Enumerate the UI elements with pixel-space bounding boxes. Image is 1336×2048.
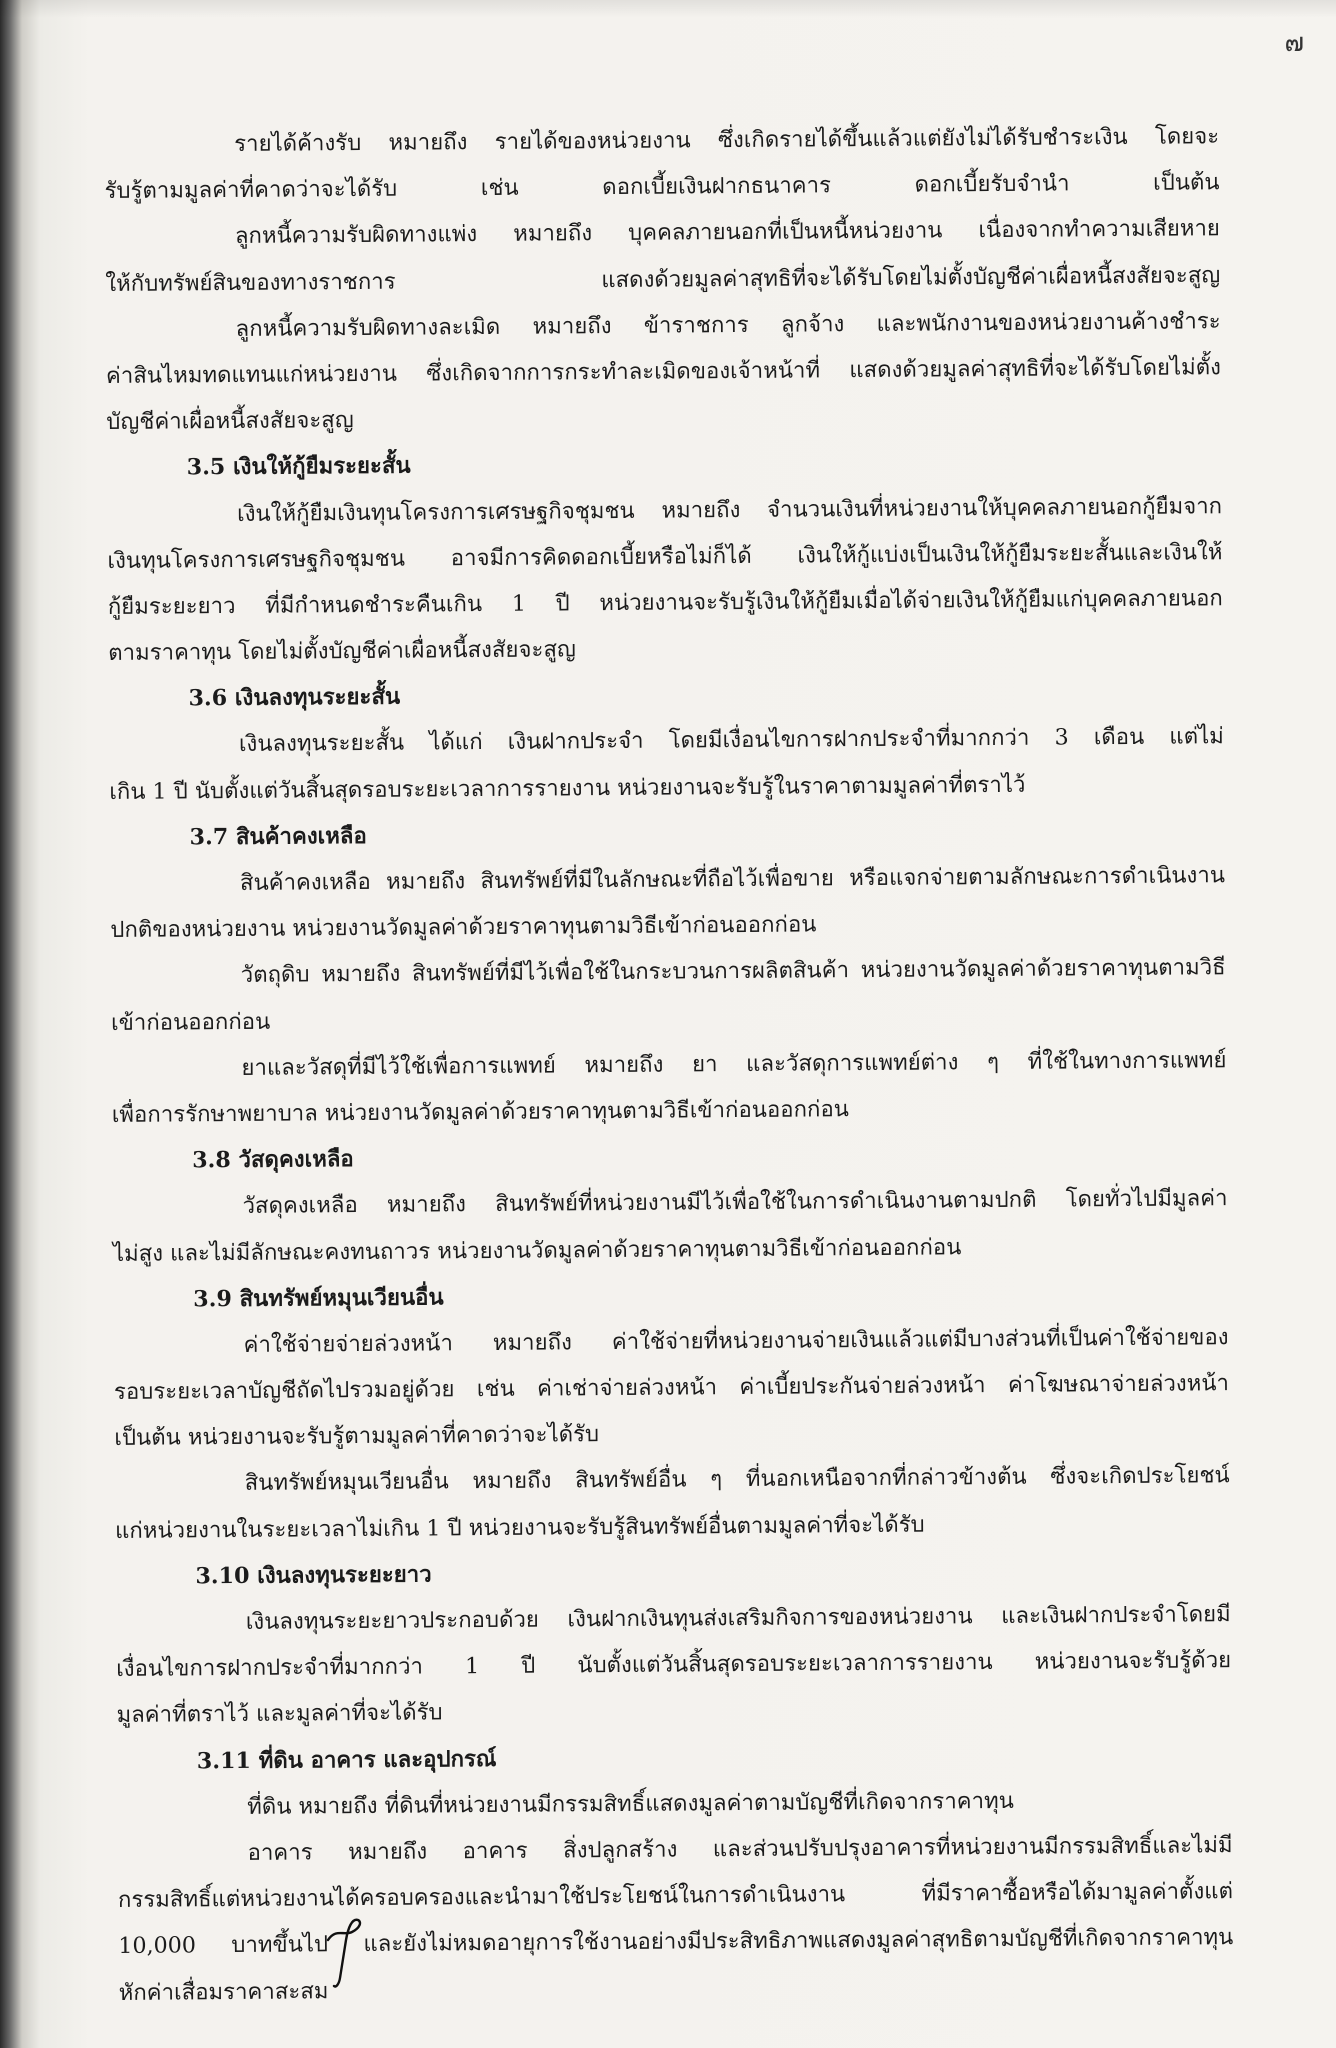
section-heading: 3.5 เงินให้กู้ยืมระยะสั้น: [186, 452, 411, 481]
paragraph-line: กรรมสิทธิ์แต่หน่วยงานได้ครอบครองและนำมาใช้ประโยชน์ในการดำเนินงาน ที่มีราคาซื้อหรือได้มามูลค่าตั้งแต่: [117, 1878, 1234, 1914]
paragraph-line: ปกติของหน่วยงาน หน่วยงานวัดมูลค่าด้วยราคาทุนตามวิธีเข้าก่อนออกก่อน: [110, 911, 817, 944]
paragraph-line: วัตถุดิบ หมายถึง สินทรัพย์ที่มีไว้เพื่อใช้ในกระบวนการผลิตสินค้า หน่วยงานวัดมูลค่าด้วยราคาทุนตามวิธี: [240, 954, 1226, 989]
paragraph-line: รายได้ค้างรับ หมายถึง รายได้ของหน่วยงาน ซึ่งเกิดรายได้ขึ้นแล้วแต่ยังไม่ได้รับชำระเงิน โดยจะ: [234, 123, 1220, 157]
paragraph-line: เงินทุนโครงการเศรษฐกิจชุมชน อาจมีการคิดดอกเบี้ยหรือไม่ก็ได้ เงินให้กู้แบ่งเป็นเงินให้กู้ยืมระยะสั้นและเงินให้: [107, 538, 1223, 574]
paragraph-line: เงินลงทุนระยะสั้น ได้แก่ เงินฝากประจำ โดยมีเงื่อนไขการฝากประจำที่มากกว่า 3 เดือน แต่ไม่: [238, 723, 1224, 758]
page-number: ๗: [1284, 28, 1304, 58]
scan-shadow: [0, 0, 1336, 18]
paragraph-line: ลูกหนี้ความรับผิดทางละเมิด หมายถึง ข้าราชการ ลูกจ้าง และพนักงานของหน่วยงานค้างชำระ: [235, 307, 1221, 342]
paragraph-line: อาคาร หมายถึง อาคาร สิ่งปลูกสร้าง และส่วนปรับปรุงอาคารที่หน่วยงานมีกรรมสิทธิ์และไม่มี: [247, 1832, 1233, 1866]
paragraph-line: หักค่าเสื่อมราคาสะสม: [118, 1977, 329, 2006]
section-heading: 3.7 สินค้าคงเหลือ: [189, 822, 367, 851]
paragraph-line: ที่ดิน หมายถึง ที่ดินที่หน่วยงานมีกรรมสิทธิ์แสดงมูลค่าตามบัญชีที่เกิดจากราคาทุน: [247, 1787, 1014, 1820]
paragraph-line: รับรู้ตามมูลค่าที่คาดว่าจะได้รับ เช่น ดอกเบี้ยเงินฝากธนาคาร ดอกเบี้ยรับจำนำ เป็นต้น: [104, 169, 1220, 205]
paragraph-line: วัสดุคงเหลือ หมายถึง สินทรัพย์ที่หน่วยงานมีไว้เพื่อใช้ในการดำเนินงานตามปกติ โดยทั่วไปมีมูลค่า: [242, 1185, 1228, 1220]
paragraph-line: เพื่อการรักษาพยาบาล หน่วยงานวัดมูลค่าด้วยราคาทุนตามวิธีเข้าก่อนออกก่อน: [111, 1096, 850, 1128]
paragraph-line: บัญชีค่าเผื่อหนี้สงสัยจะสูญ: [106, 407, 354, 436]
paragraph-line: เงื่อนไขการฝากประจำที่มากกว่า 1 ปี นับตั้งแต่วันสิ้นสุดรอบระยะเวลาการรายงาน หน่วยงานจะรับรู้ด้วย: [116, 1647, 1232, 1683]
paragraph-line: ค่าใช้จ่ายจ่ายล่วงหน้า หมายถึง ค่าใช้จ่ายที่หน่วยงานจ่ายเงินแล้วแต่มีบางส่วนที่เป็นค่าใช้จ่ายของ: [243, 1324, 1229, 1358]
section-heading: 3.10 เงินลงทุนระยะยาว: [195, 1561, 432, 1590]
paragraph-line: เกิน 1 ปี นับตั้งแต่วันสิ้นสุดรอบระยะเวลาการรายงาน หน่วยงานจะรับรู้ในราคาตามมูลค่าที่ตราไว้: [109, 771, 1026, 805]
document-body: [104, 113, 1234, 2015]
paragraph-line: เข้าก่อนออกก่อน: [110, 1008, 271, 1036]
paragraph-line: 10,000 บาทขึ้นไป และยังไม่หมดอายุการใช้งานอย่างมีประสิทธิภาพแสดงมูลค่าสุทธิตามบัญชีที่เกิดจากราคาทุน: [118, 1924, 1234, 1960]
paragraph-line: สินทรัพย์หมุนเวียนอื่น หมายถึง สินทรัพย์อื่น ๆ ที่นอกเหนือจากที่กล่าวข้างต้น ซึ่งจะเกิดประโยชน์: [244, 1462, 1230, 1497]
paragraph-line: แก่หน่วยงานในระยะเวลาไม่เกิน 1 ปี หน่วยงานจะรับรู้สินทรัพย์อื่นตามมูลค่าที่จะได้รับ: [114, 1511, 925, 1544]
paragraph-line: สินค้าคงเหลือ หมายถึง สินทรัพย์ที่มีในลักษณะที่ถือไว้เพื่อขาย หรือแจกจ่ายตามลักษณะการดำเนินงาน: [239, 862, 1226, 896]
section-heading: 3.8 วัสดุคงเหลือ: [192, 1146, 354, 1174]
paragraph-line: เงินลงทุนระยะยาวประกอบด้วย เงินฝากเงินทุนส่งเสริมกิจการของหน่วยงาน และเงินฝากประจำโดยมี: [245, 1601, 1231, 1635]
paragraph-line: ลูกหนี้ความรับผิดทางแพ่ง หมายถึง บุคคลภายนอกที่เป็นหนี้หน่วยงาน เนื่องจากทำความเสียหาย: [234, 215, 1220, 250]
paragraph-line: เงินให้กู้ยืมเงินทุนโครงการเศรษฐกิจชุมชน หมายถึง จำนวนเงินที่หน่วยงานให้บุคคลภายนอกกู้ยืมจาก: [236, 492, 1223, 527]
handwritten-initial-icon: [322, 1918, 376, 1990]
paragraph-line: ค่าสินไหมทดแทนแก่หน่วยงาน ซึ่งเกิดจากการกระทำละเมิดของเจ้าหน้าที่ แสดงด้วยมูลค่าสุทธิที่จะได้รับโดยไม่ตั้ง: [105, 354, 1222, 389]
paragraph-line: ตามราคาทุน โดยไม่ตั้งบัญชีค่าเผื่อหนี้สงสัยจะสูญ: [108, 636, 576, 667]
paragraph-line: ยาและวัสดุที่มีไว้ใช้เพื่อการแพทย์ หมายถึง ยา และวัสดุการแพทย์ต่าง ๆ ที่ใช้ในทางการแพทย์: [241, 1046, 1227, 1081]
paragraph-line: รอบระยะเวลาบัญชีถัดไปรวมอยู่ด้วย เช่น ค่าเช่าจ่ายล่วงหน้า ค่าเบี้ยประกันจ่ายล่วงหน้า ค่าโฆษณาจ่ายล่วงหน้า: [113, 1370, 1230, 1406]
section-heading: 3.9 สินทรัพย์หมุนเวียนอื่น: [193, 1284, 444, 1313]
paragraph-line: มูลค่าที่ตราไว้ และมูลค่าที่จะได้รับ: [116, 1699, 443, 1729]
paragraph-line: ไม่สูง และไม่มีลักษณะคงทนถาวร หน่วยงานวัดมูลค่าด้วยราคาทุนตามวิธีเข้าก่อนออกก่อน: [112, 1233, 962, 1267]
paragraph-line: ให้กับทรัพย์สินของทางราชการ แสดงด้วยมูลค่าสุทธิที่จะได้รับโดยไม่ตั้งบัญชีค่าเผื่อหนี้สงสัยจะสูญ: [105, 261, 1221, 297]
paragraph-line: เป็นต้น หน่วยงานจะรับรู้ตามมูลค่าที่คาดว่าจะได้รับ: [114, 1421, 600, 1452]
section-heading: 3.6 เงินลงทุนระยะสั้น: [188, 683, 401, 712]
paragraph-line: กู้ยืมระยะยาว ที่มีกำหนดชำระคืนเกิน 1 ปี หน่วยงานจะรับรู้เงินให้กู้ยืมเมื่อได้จ่ายเงินให้กู้ยืมแก่บุคคลภายนอก: [107, 585, 1223, 620]
section-heading: 3.11 ที่ดิน อาคาร และอุปกรณ์: [196, 1745, 497, 1774]
